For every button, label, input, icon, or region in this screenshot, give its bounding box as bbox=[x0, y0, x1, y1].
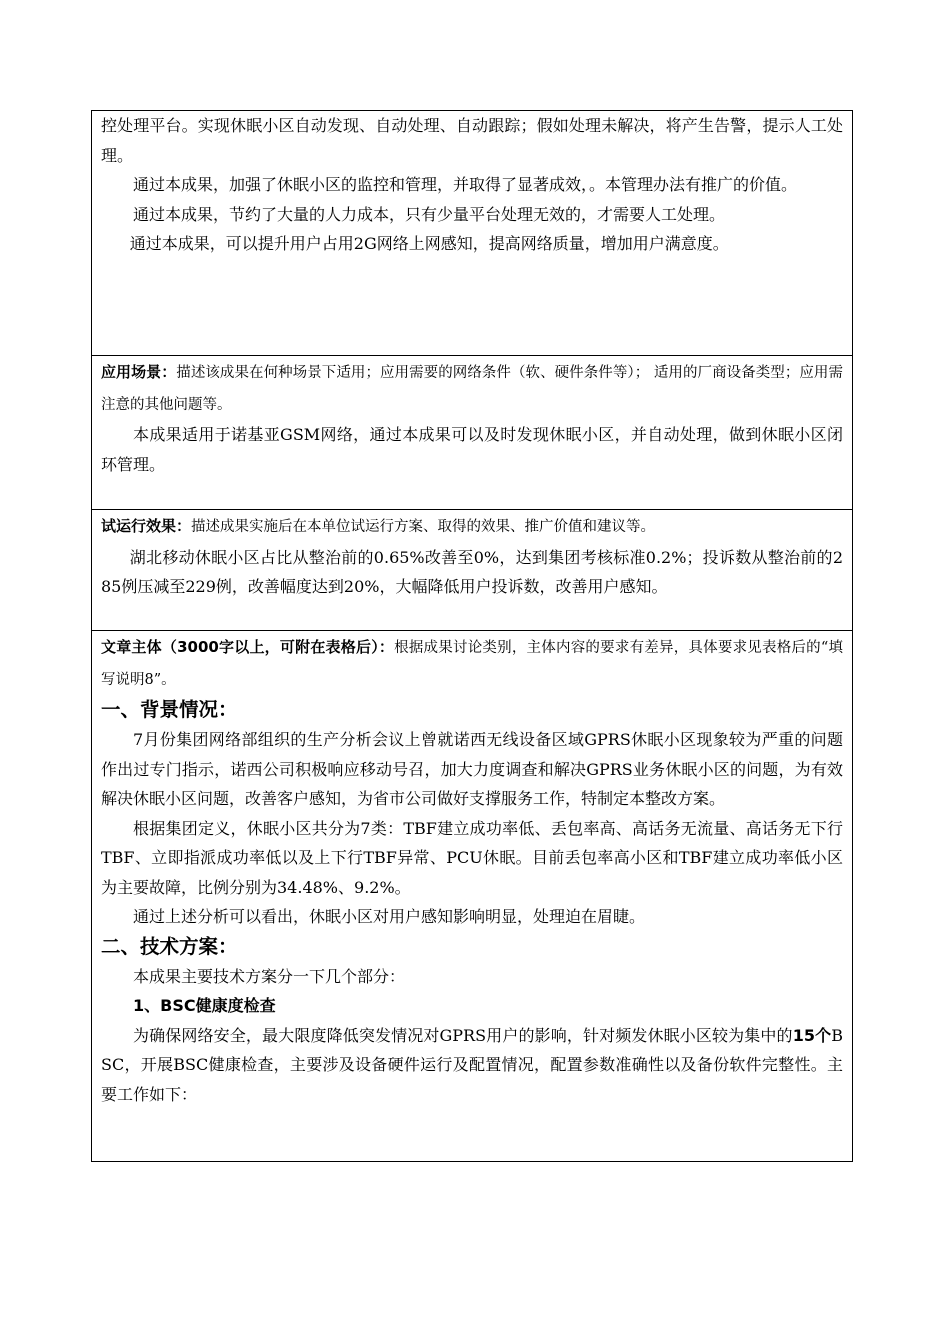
background-heading: 一、背景情况： bbox=[101, 698, 238, 721]
form-table bbox=[91, 110, 853, 1162]
intro-paragraph-1: 控处理平台。实现休眠小区自动发现、自动处理、自动跟踪；假如处理未解决，将产生告警，提示人工处理。 bbox=[101, 116, 843, 165]
tech-heading: 二、技术方案： bbox=[101, 934, 238, 958]
intro-paragraph-3: 通过本成果，节约了大量的人力成本，只有少量平台处理无效的，才需要人工处理。 bbox=[133, 204, 726, 224]
main-description: 根据成果讨论类别，主体内容的要求有差异，具体要求见表格后的“填写说明8”。 bbox=[101, 640, 843, 688]
section-intro-cell bbox=[92, 111, 852, 356]
scenario-heading bbox=[101, 357, 843, 420]
tech-paragraph-2-count: 15个 bbox=[792, 1025, 832, 1045]
tech-paragraph-2 bbox=[101, 1021, 843, 1110]
trial-body: 湖北移动休眠小区占比从整治前的0.65%改善至0%，达到集团考核标准0.2%；投诉数从整治前的285例压减至229例，改善幅度达到20%，大幅降低用户投诉数，改善用户感知。 bbox=[101, 547, 843, 596]
intro-paragraph-4: 通过本成果，可以提升用户占用2G网络上网感知，提高网络质量，增加用户满意度。 bbox=[129, 234, 729, 253]
intro-paragraph-2: 通过本成果，加强了休眠小区的监控和管理，并取得了显著成效，。本管理办法有推广的价值。 bbox=[133, 175, 798, 194]
main-heading bbox=[101, 632, 843, 695]
tech-paragraph-2-part-a: 为确保网络安全，最大限度降低突发情况对GPRS用户的影响，针对频发休眠小区较为集中的 bbox=[133, 1025, 793, 1045]
scenario-description: 描述该成果在何种场景下适用；应用需要的网络条件（软、硬件条件等）； 适用的厂商设备类型；应用需注意的其他问题等。 bbox=[101, 365, 843, 413]
background-paragraph-1: 7月份集团网络部组织的生产分析会议上曾就诺西无线设备区域GPRS休眠小区现象较为严重的问题作出过专门指示，诺西公司积极响应移动号召，加大力度调查和解决GPRS业务休眠小区的问题，为有效解决休眠小区问题，改善客户感知，为省市公司做好支撑服务工作，特制定本整改方案。 bbox=[101, 730, 843, 808]
trial-cell bbox=[92, 510, 852, 631]
trial-heading bbox=[101, 511, 843, 543]
scenario-body: 本成果适用于诺基亚GSM网络，通过本成果可以及时发现休眠小区，并自动处理，做到休眠小区闭环管理。 bbox=[101, 425, 843, 474]
trial-description: 描述成果实施后在本单位试运行方案、取得的效果、推广价值和建议等。 bbox=[191, 519, 656, 535]
scenario-label: 应用场景： bbox=[101, 363, 177, 381]
background-paragraph-3: 通过上述分析可以看出，休眠小区对用户感知影响明显，处理迫在眉睫。 bbox=[133, 907, 646, 926]
tech-paragraph-1: 本成果主要技术方案分一下几个部分： bbox=[133, 966, 406, 986]
main-body-cell bbox=[92, 631, 852, 1161]
main-label: 文章主体（3000字以上，可附在表格后）： bbox=[101, 638, 395, 656]
trial-label: 试运行效果： bbox=[101, 517, 192, 535]
scenario-cell bbox=[92, 356, 852, 510]
tech-subheading-1: 1、BSC健康度检查 bbox=[133, 996, 276, 1015]
tech-paragraph-2-part-c: BSC，开展BSC健康检查，主要涉及设备硬件运行及配置情况，配置参数准确性以及备份软件完整性。主要工作如下： bbox=[101, 1025, 843, 1104]
background-paragraph-2: 根据集团定义，休眠小区共分为7类：TBF建立成功率低、丢包率高、高话务无流量、高话务无下行TBF、立即指派成功率低以及上下行TBF异常、PCU休眠。目前丢包率高小区和TBF建立成功率低小区为主要故障，比例分别为34.48%、9.2%。 bbox=[101, 818, 843, 897]
